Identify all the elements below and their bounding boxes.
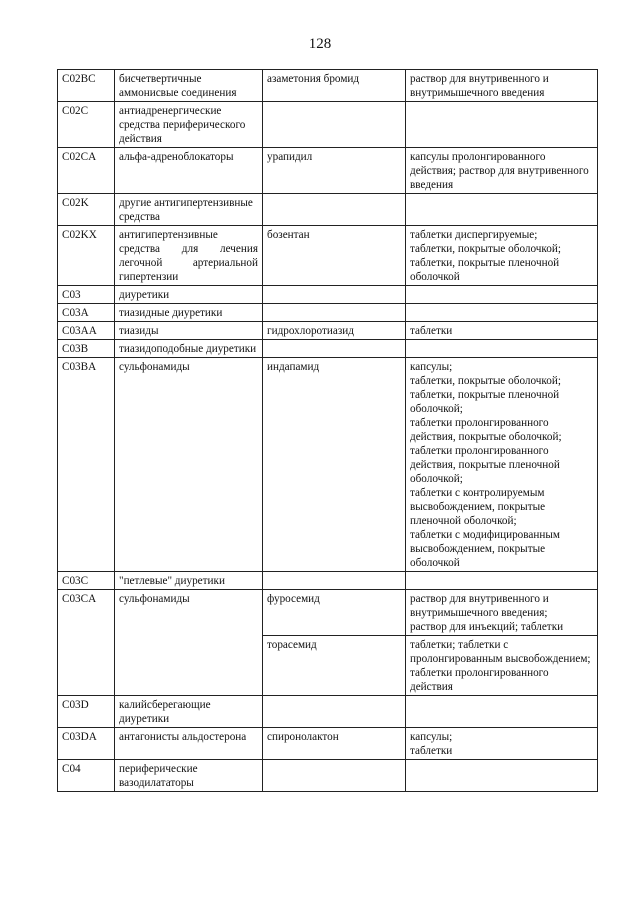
atc-group: антагонисты альдостерона xyxy=(115,728,263,760)
dosage-form xyxy=(406,194,598,226)
table-row xyxy=(58,322,598,340)
atc-code: C03C xyxy=(58,572,115,590)
inn-name xyxy=(263,696,406,728)
table-row xyxy=(58,572,598,590)
atc-code: C03A xyxy=(58,304,115,322)
atc-group: альфа-адреноблокаторы xyxy=(115,148,263,194)
dosage-form: капсулы; таблетки, покрытые оболочкой; таблетки, покрытые пленочной оболочкой; таблетки пролонгированного действия, покрытые оболочкой; таблетки пролонгированного действия, покрытые пленочной оболочкой; таблетки с контролируемым высвобождением, покрытые пленочной оболочкой; таблетки с модифицированным высвобождением, покрытые оболочкой xyxy=(406,358,598,572)
table-row xyxy=(58,70,598,102)
atc-group: бисчетвертичные аммонисвые соединения xyxy=(115,70,263,102)
atc-code: C03D xyxy=(58,696,115,728)
inn-name xyxy=(263,340,406,358)
dosage-form: капсулы; таблетки xyxy=(406,728,598,760)
dosage-form xyxy=(406,286,598,304)
dosage-form xyxy=(406,304,598,322)
page-number: 128 xyxy=(308,36,332,52)
atc-group: периферические вазодилататоры xyxy=(115,760,263,792)
dosage-form: раствор для внутривенного и внутримышечного введения xyxy=(406,70,598,102)
atc-code: C03DA xyxy=(58,728,115,760)
inn-name: урапидил xyxy=(263,148,406,194)
dosage-form: раствор для внутривенного и внутримышечного введения; раствор для инъекций; таблетки xyxy=(406,590,598,636)
inn-name: спиронолактон xyxy=(263,728,406,760)
inn-name: индапамид xyxy=(263,358,406,572)
inn-name xyxy=(263,760,406,792)
dosage-form: таблетки; таблетки с пролонгированным высвобождением; таблетки пролонгированного действия xyxy=(406,636,598,696)
dosage-form xyxy=(406,760,598,792)
atc-group: тиазиды xyxy=(115,322,263,340)
table-row xyxy=(58,590,598,636)
atc-code: C04 xyxy=(58,760,115,792)
dosage-form: таблетки диспергируемые; таблетки, покрытые оболочкой; таблетки, покрытые пленочной оболочкой xyxy=(406,226,598,286)
drug-table xyxy=(57,69,598,792)
atc-code: C03B xyxy=(58,340,115,358)
table-row xyxy=(58,760,598,792)
inn-name: азаметония бромид xyxy=(263,70,406,102)
dosage-form: таблетки xyxy=(406,322,598,340)
dosage-form xyxy=(406,572,598,590)
atc-code: C03AA xyxy=(58,322,115,340)
atc-code: C03 xyxy=(58,286,115,304)
table-row xyxy=(58,102,598,148)
table-row xyxy=(58,340,598,358)
inn-name xyxy=(263,304,406,322)
inn-name: гидрохлоротиазид xyxy=(263,322,406,340)
inn-name xyxy=(263,102,406,148)
dosage-form xyxy=(406,102,598,148)
inn-name xyxy=(263,194,406,226)
inn-name: фуросемид xyxy=(263,590,406,636)
table-row xyxy=(58,696,598,728)
table-row xyxy=(58,304,598,322)
atc-group: тиазидные диуретики xyxy=(115,304,263,322)
atc-group: тиазидоподобные диуретики xyxy=(115,340,263,358)
inn-name xyxy=(263,286,406,304)
atc-code: C02KX xyxy=(58,226,115,286)
table-row xyxy=(58,194,598,226)
dosage-form: капсулы пролонгированного действия; раствор для внутривенного введения xyxy=(406,148,598,194)
atc-code: C03CA xyxy=(58,590,115,696)
dosage-form xyxy=(406,696,598,728)
table-row xyxy=(58,148,598,194)
atc-code: C02C xyxy=(58,102,115,148)
atc-code: C02BC xyxy=(58,70,115,102)
table-row xyxy=(58,728,598,760)
atc-code: C03BA xyxy=(58,358,115,572)
atc-group: антиадренергические средства периферического действия xyxy=(115,102,263,148)
dosage-form xyxy=(406,340,598,358)
inn-name xyxy=(263,572,406,590)
atc-group: диуретики xyxy=(115,286,263,304)
table-row xyxy=(58,286,598,304)
atc-group: антигипертензивные средства для лечения легочной артериальной гипертензии xyxy=(115,226,263,286)
table-row xyxy=(58,226,598,286)
inn-name: торасемид xyxy=(263,636,406,696)
atc-code: C02K xyxy=(58,194,115,226)
atc-group: калийсберегающие диуретики xyxy=(115,696,263,728)
atc-group: сульфонамиды xyxy=(115,590,263,696)
atc-group: "петлевые" диуретики xyxy=(115,572,263,590)
atc-group: другие антигипертензивные средства xyxy=(115,194,263,226)
atc-group: сульфонамиды xyxy=(115,358,263,572)
atc-code: C02CA xyxy=(58,148,115,194)
inn-name: бозентан xyxy=(263,226,406,286)
table-row xyxy=(58,358,598,572)
